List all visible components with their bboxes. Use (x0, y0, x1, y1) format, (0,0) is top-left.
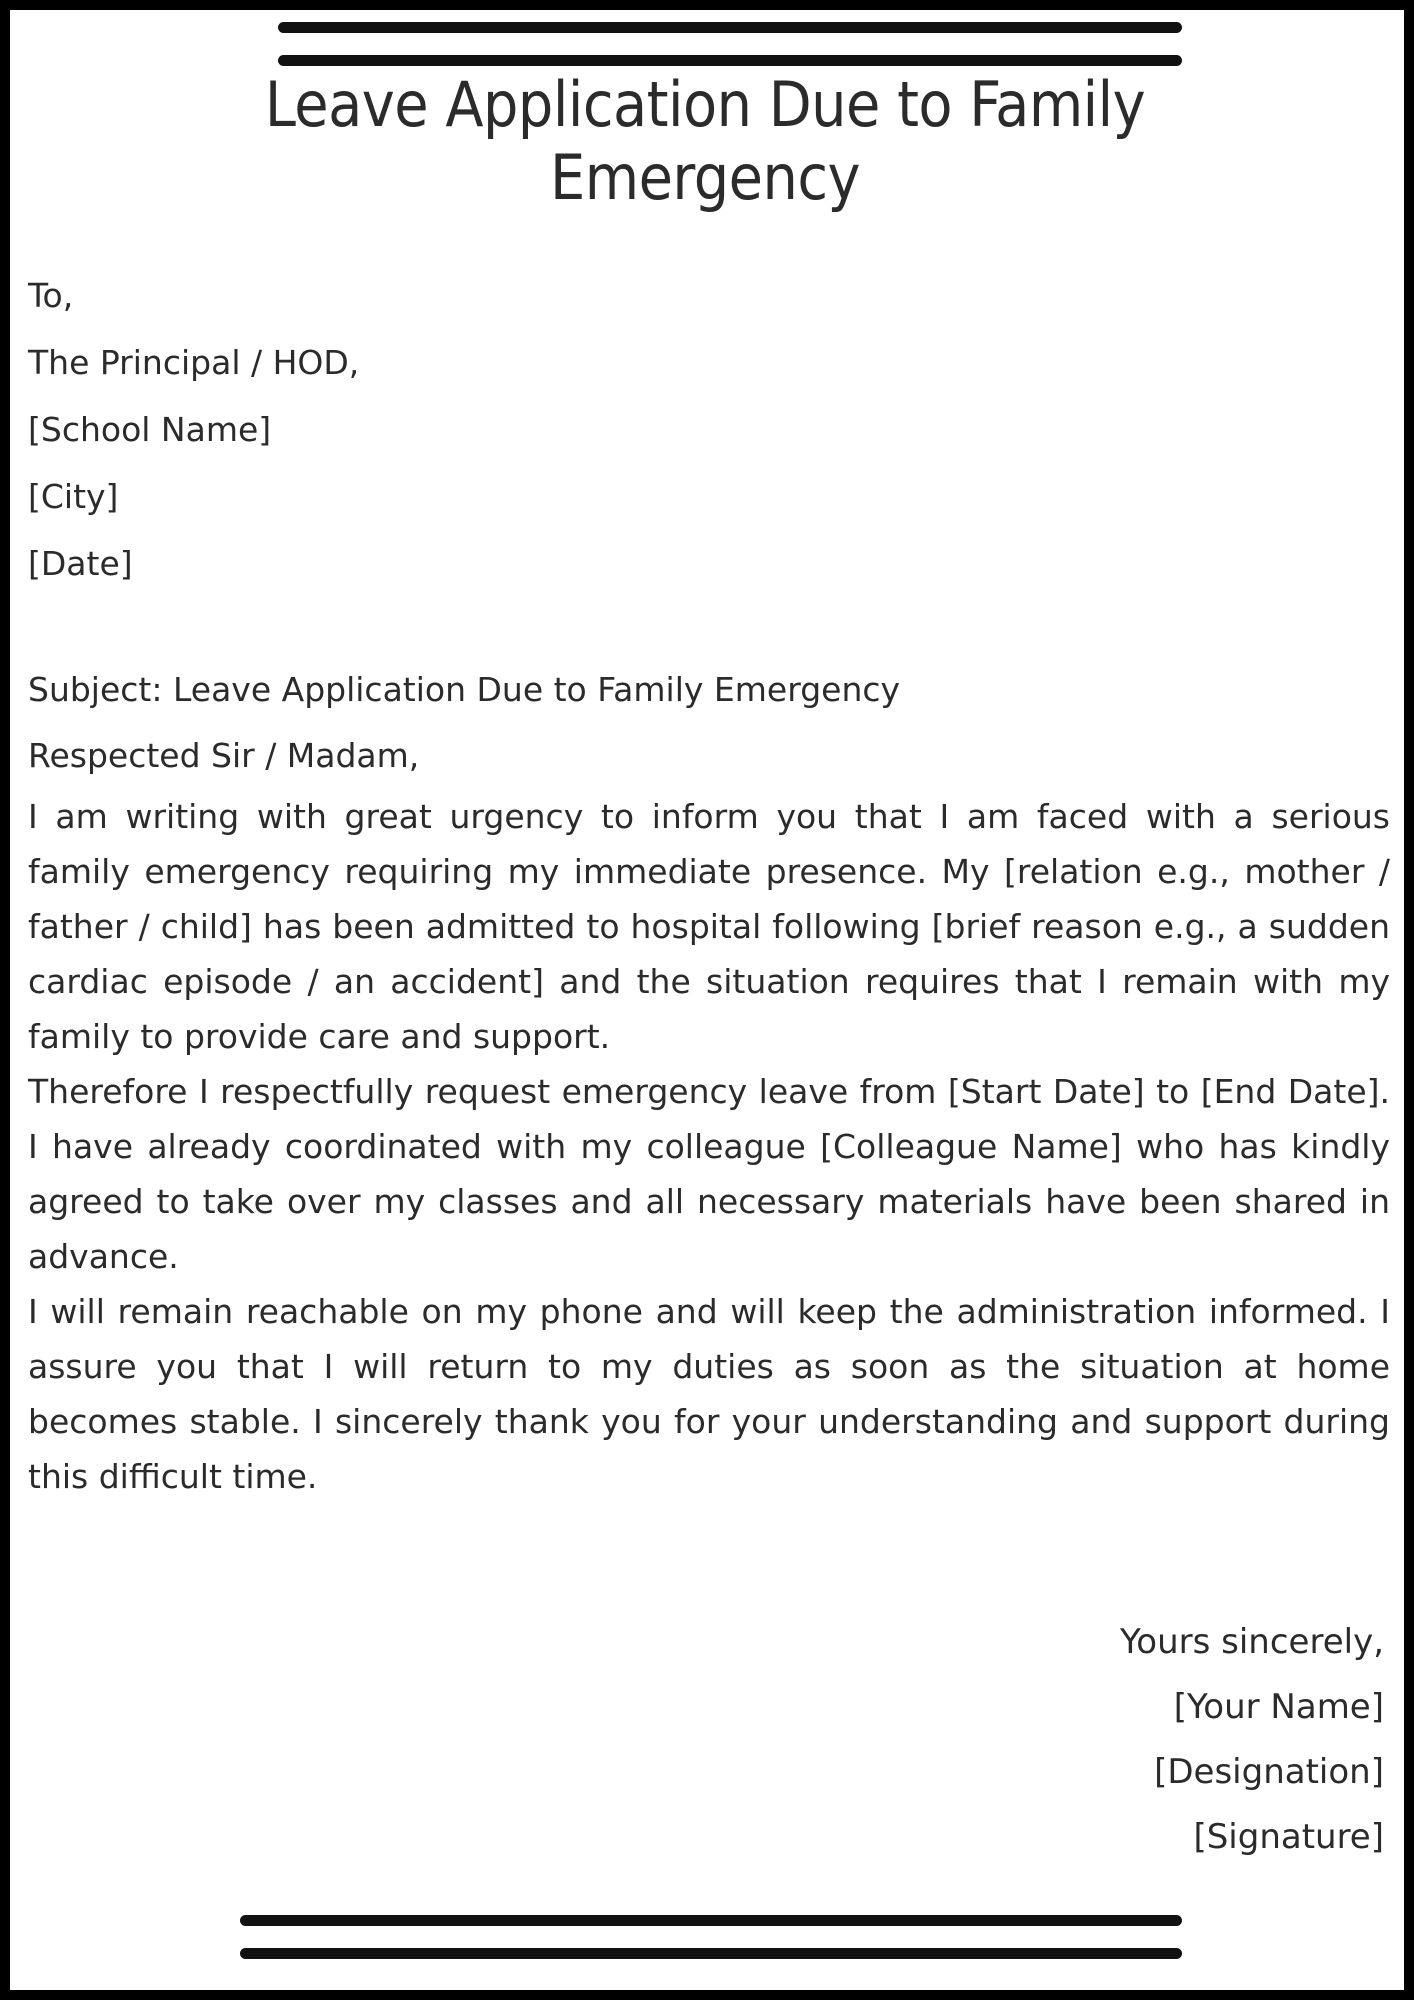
salutation-line: Respected Sir / Madam, (28, 736, 420, 775)
closing-name: [Your Name] (1173, 1687, 1384, 1727)
footer-divider-line-2 (240, 1948, 1182, 1959)
document-inner (10, 10, 1404, 1990)
recipient-line-date: [Date] (28, 544, 133, 583)
page-title: Leave Application Due to Family Emergency (264, 68, 1146, 215)
body-paragraph-3: I will remain reachable on my phone and will keep the administration informed. I assure you that I will return to my duties as soon as the situation at home becomes stable. I sincerely thank you for your understanding and support during this difficult time. (28, 1292, 1390, 1496)
footer-divider-group (240, 1915, 1182, 1959)
closing-block (684, 1610, 1384, 1870)
body-paragraph-2: Therefore I respectfully request emergency leave from [Start Date] to [End Date]. I have already coordinated with my colleague [Colleague Name] who has kindly agreed to take over my classes and all necessary materials have been shared in advance. (28, 1072, 1390, 1276)
subject-line: Subject: Leave Application Due to Family Emergency (28, 670, 901, 709)
recipient-line-principal: The Principal / HOD, (28, 343, 360, 382)
closing-salutation: Yours sincerely, (1120, 1622, 1384, 1662)
body-paragraph-1: I am writing with great urgency to inform you that I am faced with a serious family emergency requiring my immediate presence. My [relation e.g., mother / father / child] has been admitted to hospital following [brief reason e.g., a sudden cardiac episode / an accident] and the situation requires that I remain with my family to provide care and support. (28, 797, 1390, 1056)
header-divider-line-1 (278, 22, 1182, 33)
recipient-line-to: To, (28, 276, 74, 315)
letter-body (28, 262, 1396, 1504)
footer-divider-line-1 (240, 1915, 1182, 1926)
header-divider-line-2 (278, 55, 1182, 66)
recipient-line-school: [School Name] (28, 410, 272, 449)
recipient-subject-spacer (28, 597, 1396, 657)
header-divider-group (278, 22, 1182, 66)
closing-signature: [Signature] (1193, 1817, 1384, 1857)
recipient-line-city: [City] (28, 477, 119, 516)
closing-designation: [Designation] (1154, 1752, 1384, 1792)
